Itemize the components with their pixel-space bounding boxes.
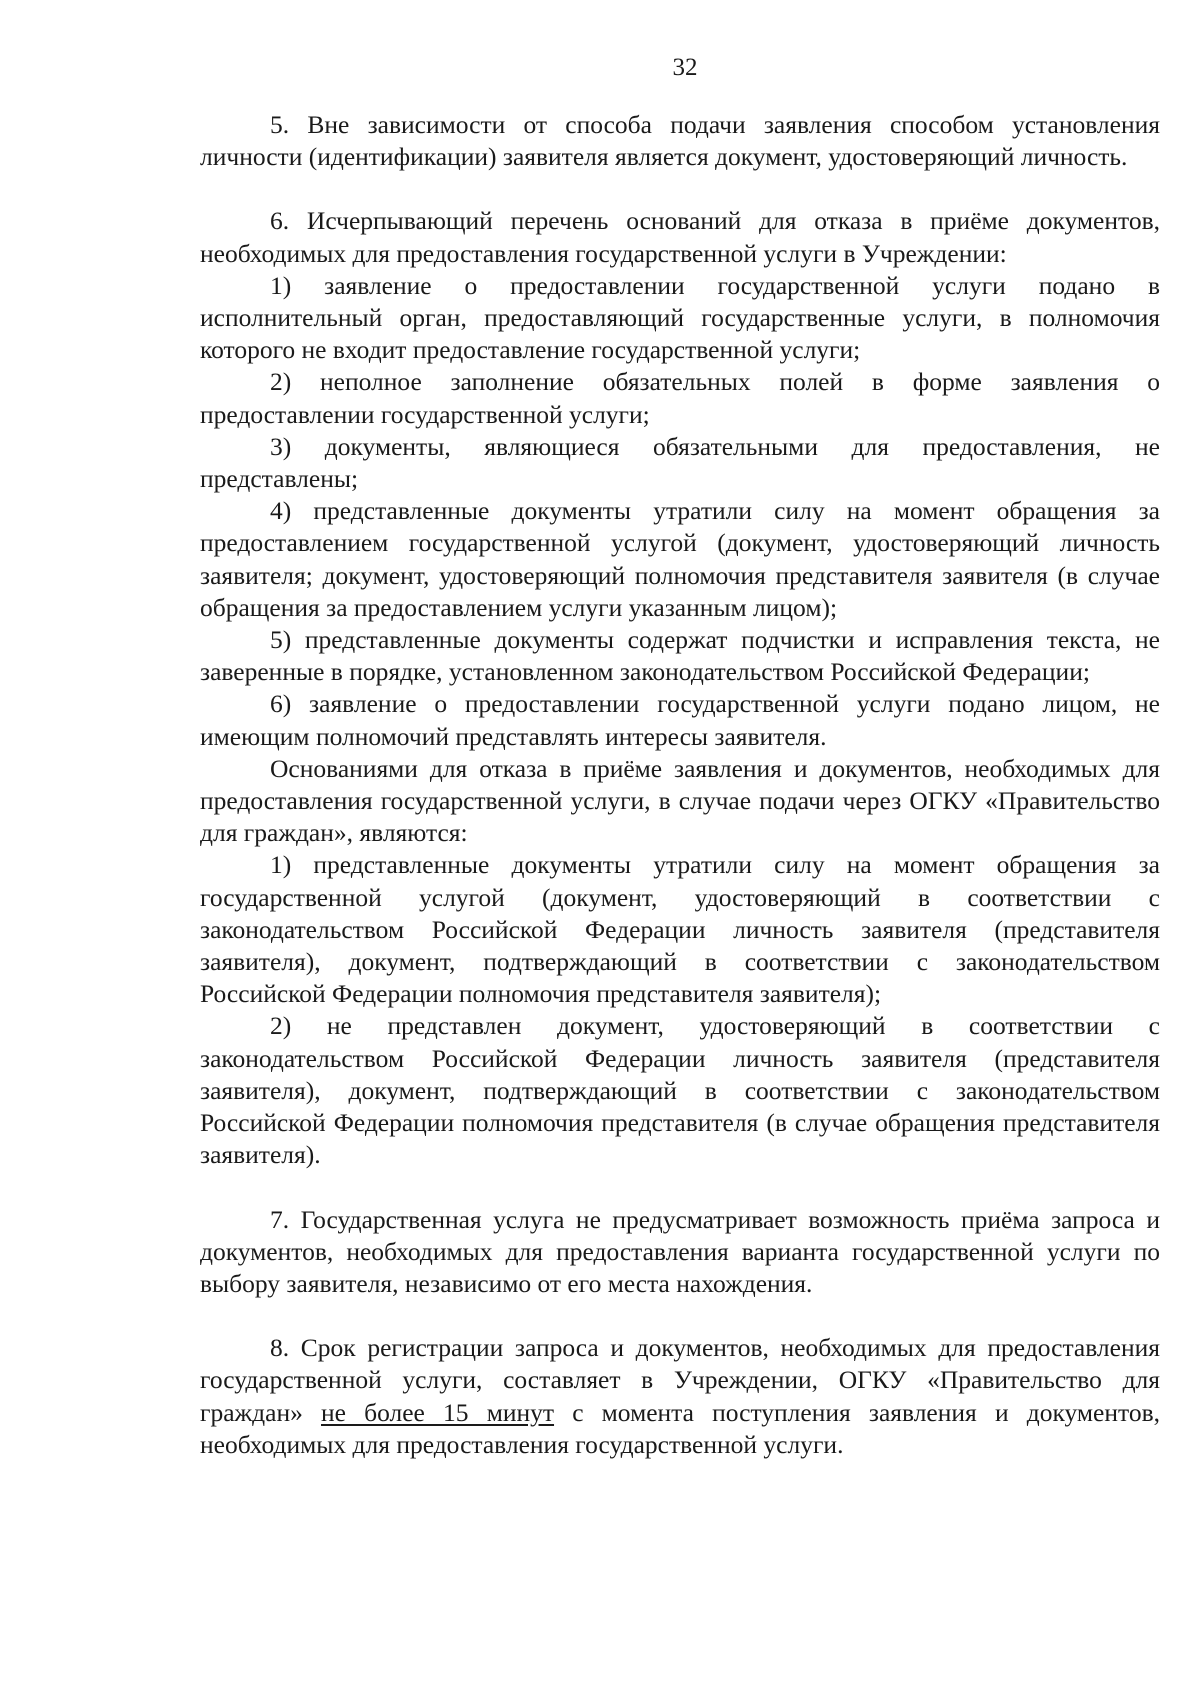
page-number: 32	[672, 54, 698, 81]
paragraph-6-item-1: 1) заявление о предоставлении государственной услуги подано в исполнительный орган, предоставляющий государственные услуги, в полномочия которого не входит предоставление государственной услуги;	[200, 270, 1160, 365]
paragraph-6-intro: 6. Исчерпывающий перечень оснований для отказа в приёме документов, необходимых для предоставления государственной услуги в Учреждении:	[200, 206, 1160, 268]
paragraph-6-item-2: 2) неполное заполнение обязательных полей в форме заявления о предоставлении государственной услуги;	[200, 367, 1160, 429]
document-body	[200, 109, 1160, 1461]
paragraph-6-item-6: 6) заявление о предоставлении государственной услуги подано лицом, не имеющим полномочий представлять интересы заявителя.	[200, 689, 1160, 751]
paragraph-8-text-after: с момента поступления заявления и документов, необходимых для предоставления государственной услуги.	[200, 1397, 1160, 1459]
paragraph-gap	[200, 1300, 1160, 1332]
paragraph-8	[200, 1332, 1160, 1461]
paragraph-6-ogku-item-1: 1) представленные документы утратили силу на момент обращения за государственной услугой (документ, удостоверяющий в соответствии с законодательством Российской Федерации личность заявителя (представителя заявителя), документ, подтверждающий в соответствии с законодательством Российской Федерации полномочия представителя заявителя);	[200, 850, 1160, 1009]
paragraph-8-underlined-term: не более 15 минут	[321, 1397, 555, 1427]
paragraph-6-item-4: 4) представленные документы утратили силу на момент обращения за предоставлением государственной услугой (документ, удостоверяющий личность заявителя; документ, удостоверяющий полномочия представителя заявителя (в случае обращения за предоставлением услуги указанным лицом);	[200, 496, 1160, 622]
paragraph-gap	[200, 173, 1160, 205]
paragraph-6-item-3: 3) документы, являющиеся обязательными для предоставления, не представлены;	[200, 431, 1160, 494]
paragraph-6-item-5: 5) представленные документы содержат подчистки и исправления текста, не заверенные в порядке, установленном законодательством Российской Федерации;	[200, 625, 1160, 687]
paragraph-8-text-before: 8. Срок регистрации запроса и документов, необходимых для предоставления государственной услуги, составляет в Учреждении, ОГКУ «Правительство для граждан»	[200, 1333, 1160, 1427]
paragraph-5: 5. Вне зависимости от способа подачи заявления способом установления личности (идентификации) заявителя является документ, удостоверяющий личность.	[200, 110, 1160, 172]
paragraph-7: 7. Государственная услуга не предусматривает возможность приёма запроса и документов, необходимых для предоставления варианта государственной услуги по выбору заявителя, независимо от его места нахождения.	[200, 1204, 1160, 1298]
paragraph-6-ogku-intro: Основаниями для отказа в приёме заявления и документов, необходимых для предоставления государственной услуги, в случае подачи через ОГКУ «Правительство для граждан», являются:	[200, 753, 1160, 848]
paragraph-gap	[200, 1172, 1160, 1204]
paragraph-6-ogku-item-2: 2) не представлен документ, удостоверяющий в соответствии с законодательством Российской Федерации личность заявителя (представителя заявителя), документ, подтверждающий в соответствии с законодательством Российской Федерации полномочия представителя (в случае обращения представителя заявителя).	[200, 1011, 1160, 1170]
